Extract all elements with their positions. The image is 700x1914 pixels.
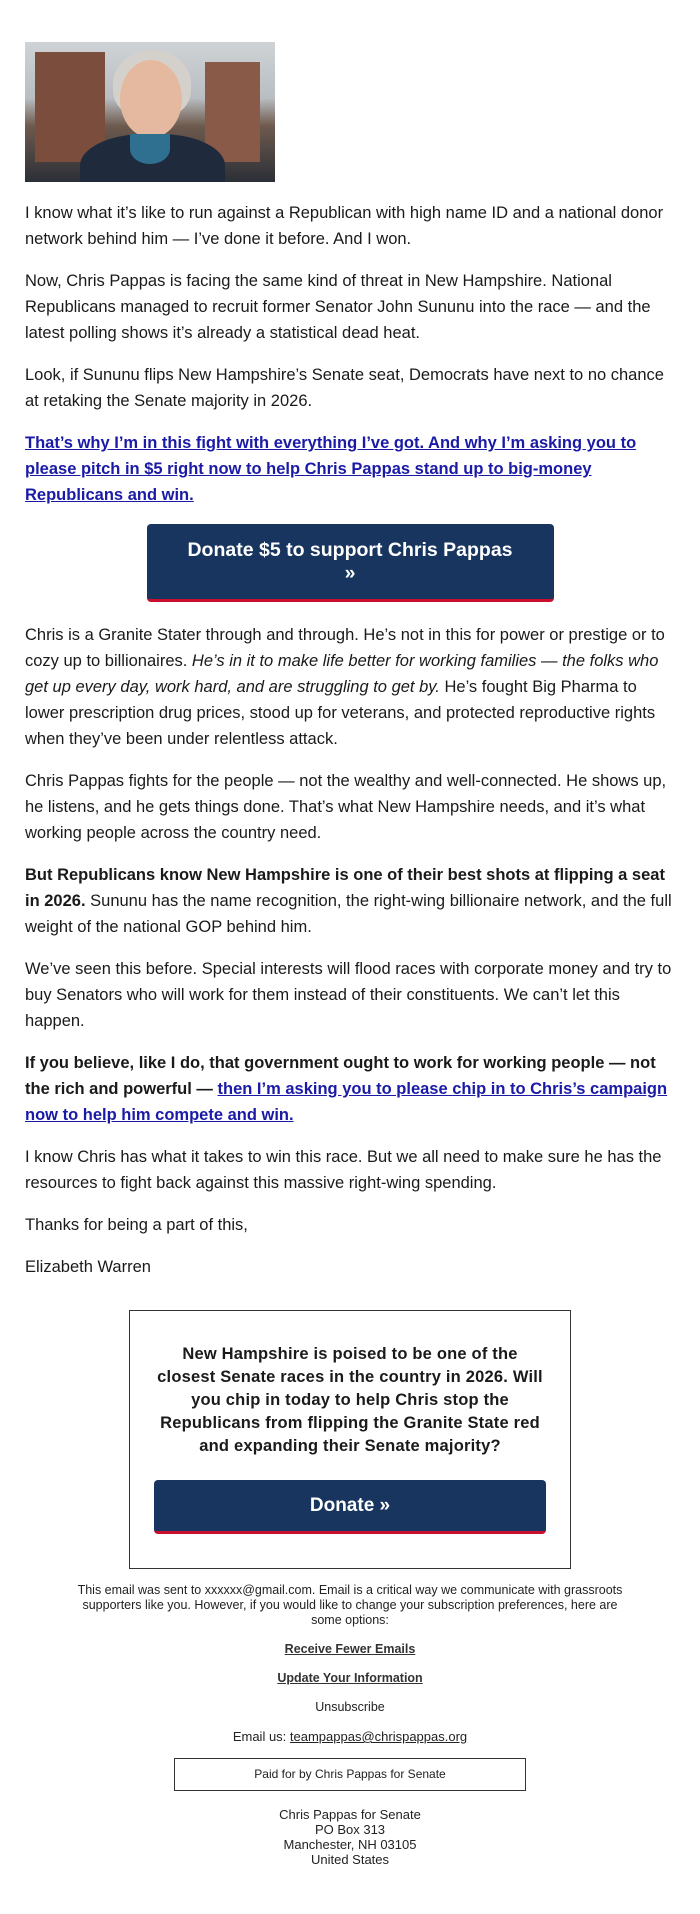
p5-text-a: Chris is a Granite Stater through and through. He’s not in this for power or prestige or to cozy up to billionaires. — [25, 626, 665, 670]
donate-link-2[interactable]: then I’m asking you to please chip in to Chris’s campaign now to help him compete and win. — [25, 1080, 668, 1124]
p7-rest: Sununu has the name recognition, the right-wing billionaire network, and the full weight of the national GOP behind him. — [25, 892, 672, 936]
email-us — [70, 1729, 630, 1744]
mailing-address — [70, 1807, 630, 1867]
paid-for-box: Paid for by Chris Pappas for Senate — [174, 1758, 526, 1791]
cta-container — [20, 524, 680, 602]
paragraph-5 — [20, 622, 680, 752]
address-line: PO Box 313 — [314, 1822, 386, 1837]
email-body — [20, 0, 680, 1867]
p7-bold: But Republicans know New Hampshire is one of their best shots at flipping a seat in 2026. — [25, 866, 665, 910]
paragraph-7 — [20, 862, 680, 940]
paragraph-8: We’ve seen this before. Special interests will flood races with corporate money and try to buy Senators who will work for them instead of their constituents. We can’t let this happen. — [25, 960, 672, 1030]
paragraph-4 — [20, 430, 680, 508]
p5-text-b: He’s fought Big Pharma to lower prescription drug prices, stood up for veterans, and protected reproductive rights when they’ve been under relentless attack. — [25, 678, 656, 748]
p9-bold: If you believe, like I do, that government ought to work for working people — not the rich and powerful — — [25, 1054, 656, 1098]
paragraph-10: I know Chris has what it takes to win this race. But we all need to make sure he has the resources to fight back against this massive right-wing spending. — [25, 1148, 662, 1192]
address-line: Manchester, NH 03105 — [283, 1837, 417, 1852]
donate-link-1[interactable]: That’s why I’m in this fight with everything I’ve got. And why I’m asking you to please pitch in $5 right now to help Chris Pappas stand up to big-money Republicans and win. — [25, 434, 637, 504]
p5-italic: He’s in it to make life better for working families — the folks who get up every day, work hard, and are struggling to get by. — [25, 652, 659, 696]
paragraph-2: Now, Chris Pappas is facing the same kind of threat in New Hampshire. National Republicans managed to recruit former Senator John Sununu into the race — and the latest polling shows it’s already a statistical dead heat. — [25, 272, 651, 342]
donate-button[interactable]: Donate » — [154, 1480, 546, 1534]
paragraph-6: Chris Pappas fights for the people — not the wealthy and well-connected. He shows up, he listens, and he gets things done. That’s what New Hampshire needs, and it’s what working people across the country need. — [25, 772, 667, 842]
footer-note: This email was sent to xxxxxx@gmail.com. Email is a critical way we communicate with grassroots supporters like you. However, if you would like to change your subscription preferences, here are some options: — [77, 1583, 623, 1627]
footer — [20, 1583, 680, 1867]
appeal-text: New Hampshire is poised to be one of the closest Senate races in the country in 2026. Will you chip in today to help Chris stop the Republicans from flipping the Granite State red and expanding their Senate majority? — [157, 1345, 543, 1455]
address-line: United States — [310, 1852, 390, 1867]
donate-5-button[interactable]: Donate $5 to support Chris Pappas » — [147, 524, 554, 602]
update-information-link[interactable]: Update Your Information — [277, 1671, 423, 1685]
header-photo — [25, 42, 275, 182]
unsubscribe-link[interactable]: Unsubscribe — [315, 1700, 385, 1714]
email-label: Email us: — [232, 1729, 290, 1744]
paragraph-1: I know what it’s like to run against a Republican with high name ID and a national donor network behind him — I’ve done it before. And I won. — [25, 204, 664, 248]
receive-fewer-emails-link[interactable]: Receive Fewer Emails — [284, 1642, 416, 1656]
paragraph-11: Thanks for being a part of this, — [25, 1216, 248, 1234]
email-address-link[interactable]: teampappas@chrispappas.org — [289, 1729, 468, 1744]
paragraph-3: Look, if Sununu flips New Hampshire’s Senate seat, Democrats have next to no chance at retaking the Senate majority in 2026. — [25, 366, 664, 410]
address-line: Chris Pappas for Senate — [279, 1807, 421, 1822]
signature: Elizabeth Warren — [25, 1258, 151, 1276]
appeal-box — [129, 1310, 571, 1569]
paragraph-9 — [20, 1050, 680, 1128]
